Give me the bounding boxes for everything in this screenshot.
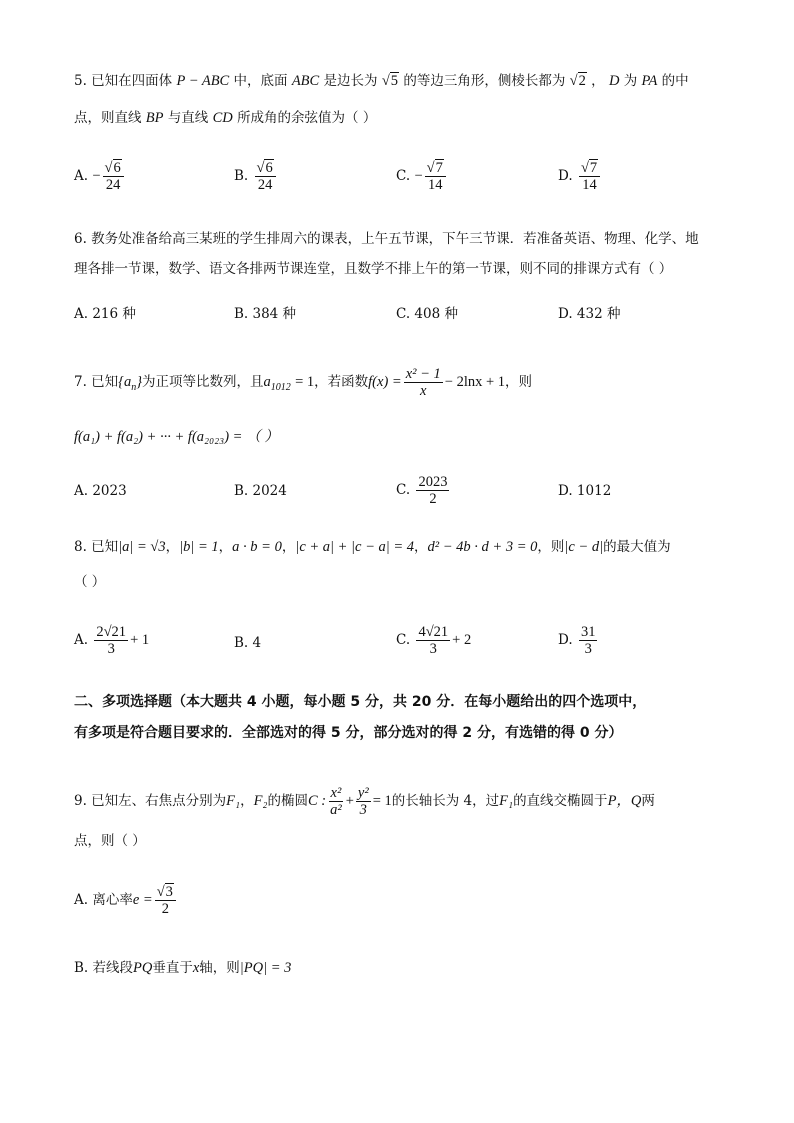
- q5-text: 点，则直线: [74, 110, 142, 126]
- q5-option-c: C. − $\frac{√7}{14}$: [396, 160, 448, 193]
- q5-text: 的等边三角形，侧棱长都为: [403, 73, 566, 89]
- q5-option-b: B. $\frac{√6}{24}$: [234, 160, 278, 193]
- q6-option-c: C. 408 种: [396, 306, 458, 322]
- q5-text: 5. 已知在四面体: [74, 73, 173, 89]
- section-2-header-line2: 有多项是符合题目要求的．全部选对的得 5 分，部分选对的得 2 分，有选错的得 0 分）: [74, 725, 623, 741]
- q5-line2: [74, 108, 376, 128]
- q8-option-c: C. $\frac{4√21}{3}$ + 2: [396, 624, 472, 657]
- q7-option-b: B. 2024: [234, 483, 287, 499]
- q7-option-c: C. $\frac{2023}{2}$: [396, 474, 448, 507]
- q8-line2: （ ）: [74, 574, 106, 590]
- q6-option-d: D. 432 种: [558, 306, 621, 322]
- q8-option-d: D. $\frac{31}{3}$: [558, 624, 596, 657]
- q8-option-b: B. 4: [234, 635, 262, 651]
- q6-option-a: A. 216 种: [74, 306, 136, 322]
- q5-sqrt2: √2: [569, 73, 586, 89]
- q9-line2: 点，则（ ）: [74, 833, 146, 849]
- q6-line2: 理各排一节课，数学、语文各排两节课连堂，且数学不排上午的第一节课，则不同的排课方式有（ ）: [74, 261, 673, 277]
- q5-text: 中，底面: [233, 73, 288, 89]
- q5-option-d: D. $\frac{√7}{14}$: [558, 160, 602, 193]
- q5-base: ABC: [291, 73, 320, 89]
- q5-text: 与直线: [167, 110, 209, 126]
- q7-line1: 7. 已知$\{a_n\}$为正项等比数列，且$a_{1012} = 1$，若函数f(x) = $\frac{\text{x² − 1}}{x}$ − 2lnx + 1，则: [74, 366, 533, 399]
- q6-option-b: B. 384 种: [234, 306, 297, 322]
- q5-tetra: P − ABC: [176, 73, 230, 89]
- q8-option-a: A. $\frac{2√21}{3}$ + 1: [74, 624, 150, 657]
- q5-PA: PA: [641, 73, 658, 89]
- q8-line1: 8. 已知|a| = √3，|b| = 1，a · b = 0，|c + a| + |c − a| = 4，d² − 4b · d + 3 = 0，则|c − d|的最大值为: [74, 539, 671, 555]
- section-2-header-line1: 二、多项选择题（本大题共 4 小题，每小题 5 分，共 20 分．在每小题给出的四个选项中，: [74, 694, 647, 710]
- q9-line1: 9. 已知左、右焦点分别为F₁，F₂的椭圆C : $\frac{\text{x²}}{\text{a²}}$ + $\frac{\text{y²}}{3}$ = 1的长轴长为 4，过F₁的直线交椭圆于P，Q两: [74, 785, 655, 818]
- q7-option-a: A. 2023: [74, 483, 127, 499]
- q9-option-a: A. 离心率e = $\frac{√3}{2}$: [74, 884, 178, 917]
- q5-BP: BP: [145, 110, 164, 126]
- q5-line1: [74, 71, 689, 91]
- q7-option-d: D. 1012: [558, 483, 612, 499]
- q5-D: D: [608, 73, 620, 89]
- q5-CD: CD: [212, 110, 233, 126]
- q6-line1: 6. 教务处准备给高三某班的学生排周六的课表，上午五节课，下午三节课．若准备英语、物理、化学、地: [74, 231, 699, 247]
- q5-option-a: A. − $\frac{√6}{24}$: [74, 160, 126, 193]
- q7-line2: f(a₁) + f(a₂) + ··· + f(a₂₀₂₃) = （ ）: [74, 429, 279, 445]
- q5-text: 为: [623, 73, 638, 89]
- q5-text: ，: [591, 73, 605, 89]
- q5-sqrt5: √5: [381, 73, 399, 89]
- q9-option-b: B. 若线段PQ垂直于x轴，则|PQ| = 3: [74, 960, 292, 976]
- q5-text: 是边长为: [323, 73, 378, 89]
- q5-text: 所成角的余弦值为（ ）: [237, 110, 377, 126]
- q5-text: 的中: [661, 73, 689, 89]
